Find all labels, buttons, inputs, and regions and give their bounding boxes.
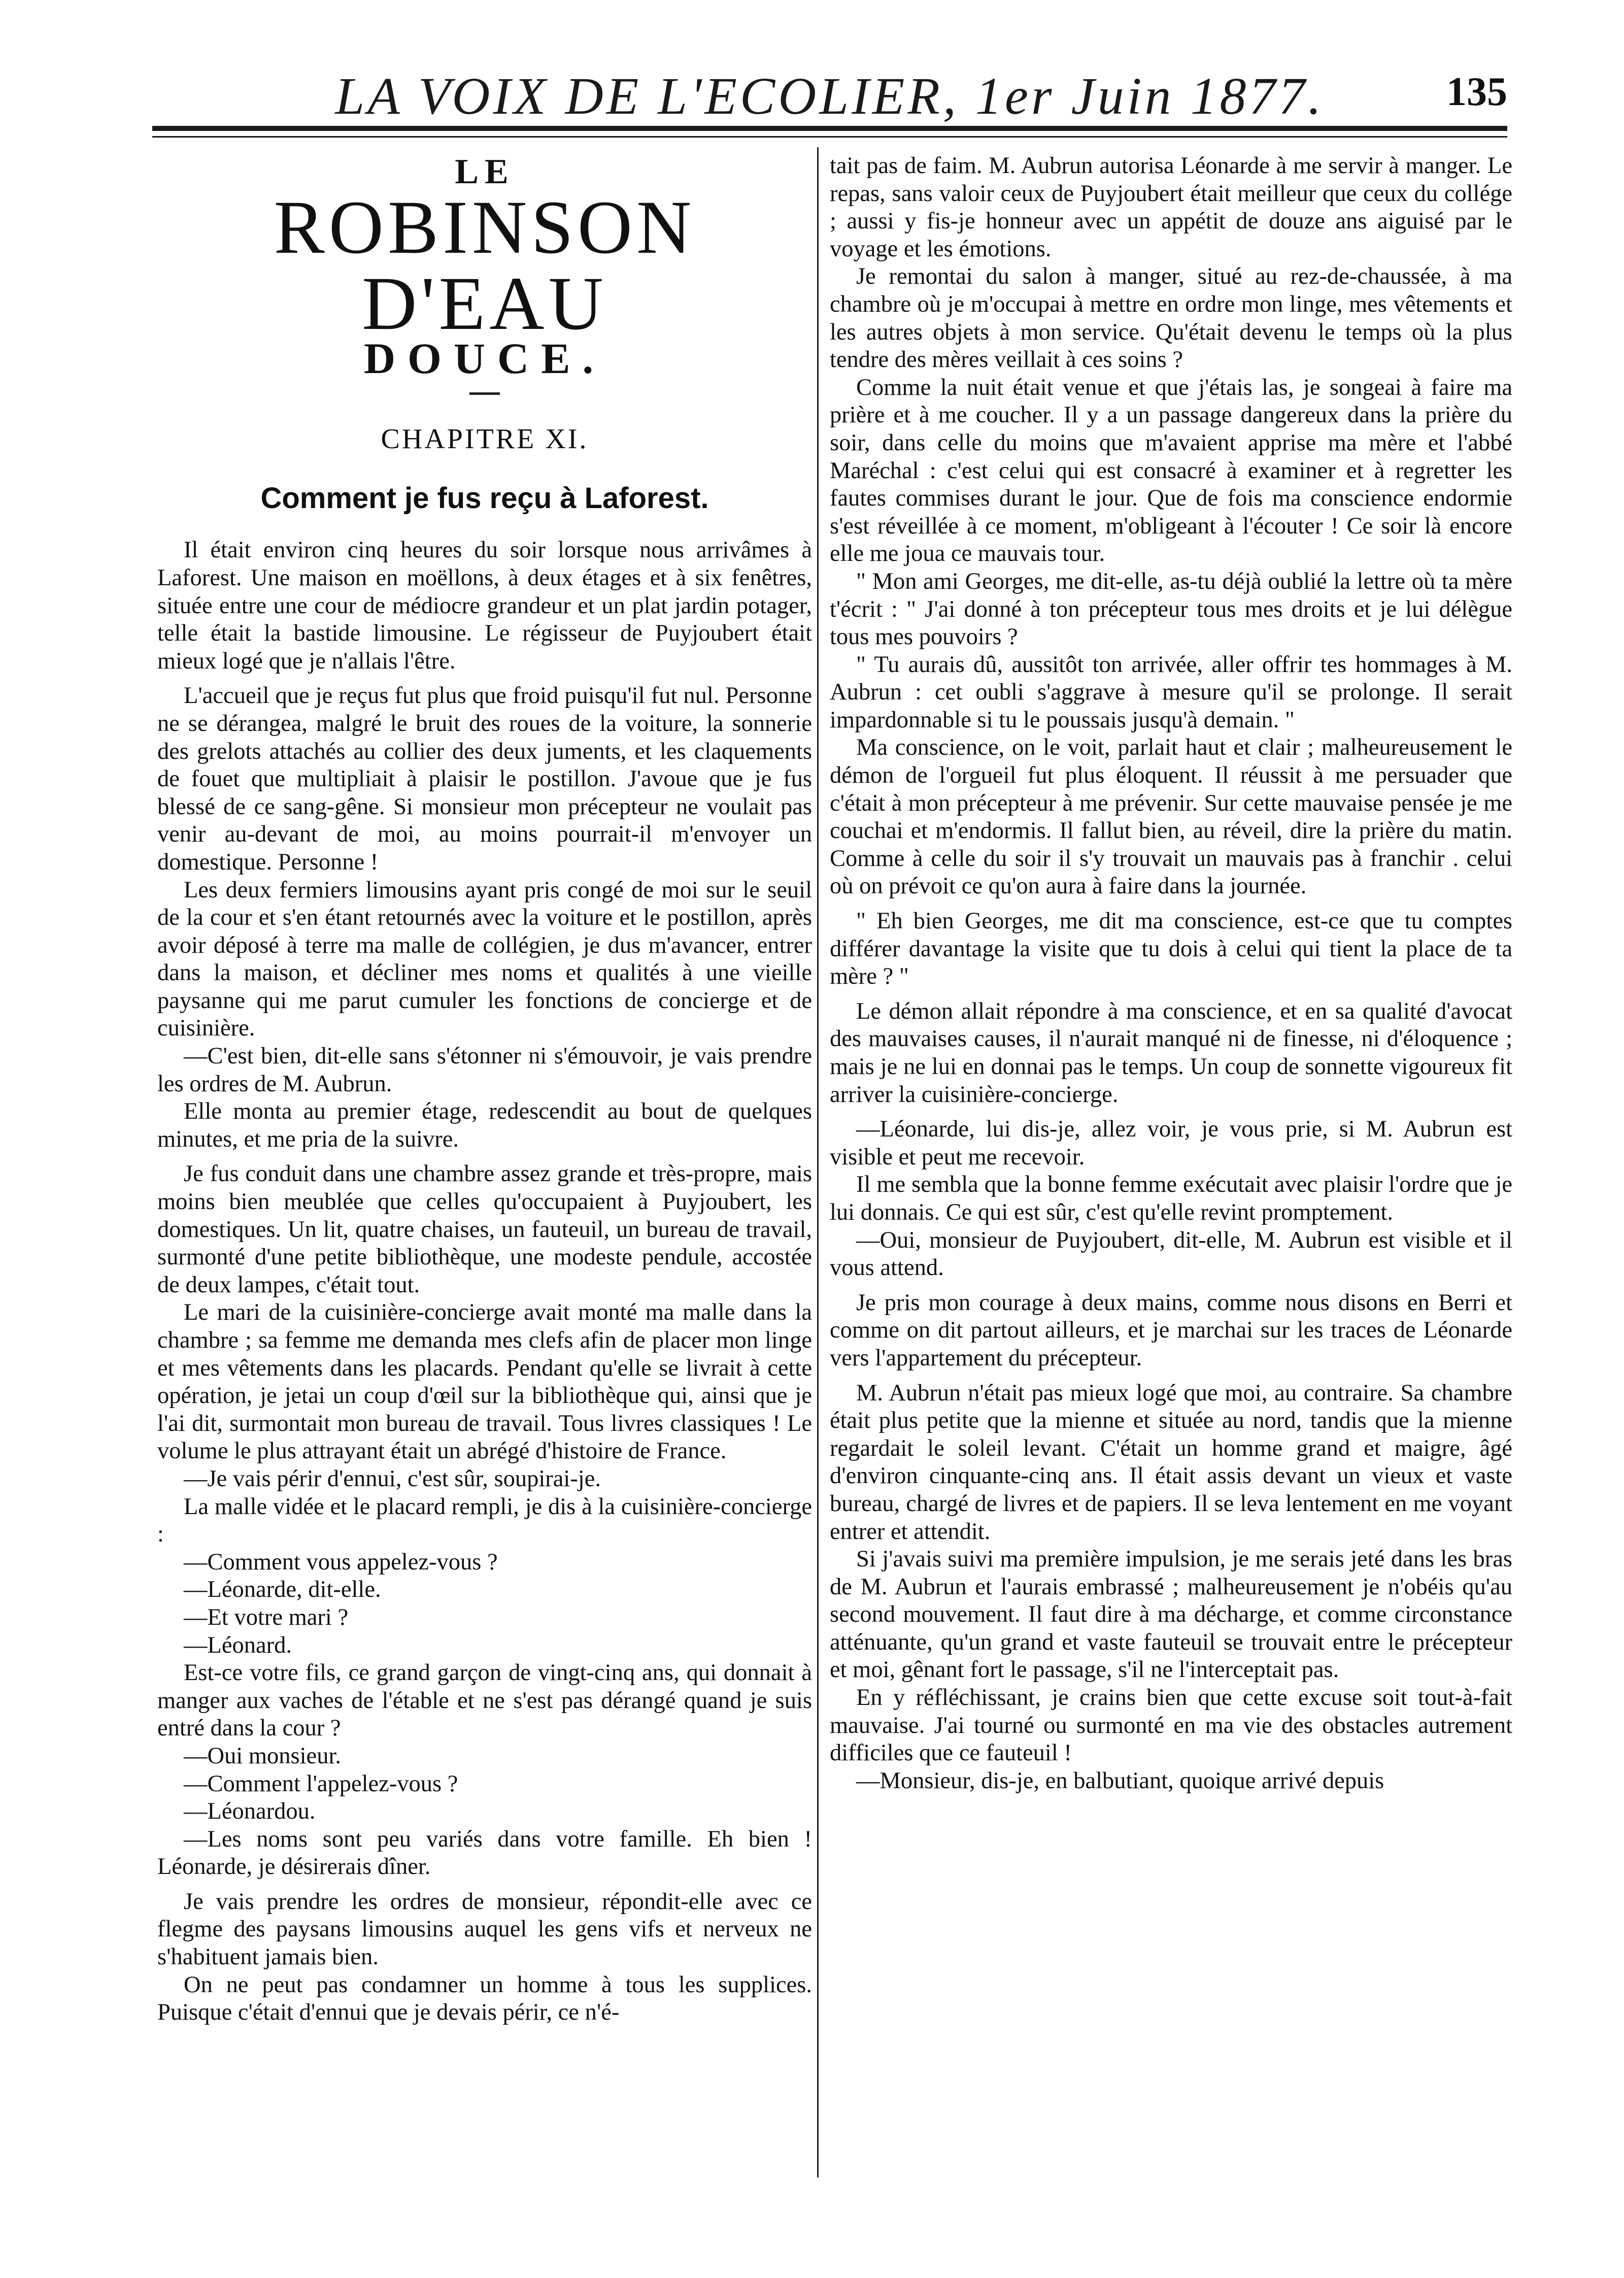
title-dash <box>469 392 500 395</box>
paragraph: Je pris mon courage à deux mains, comme nous disons en Berri et comme on dit partout ailleurs, et je marchai sur les traces de Léonarde vers l'appartement du précepteur. <box>830 1289 1512 1371</box>
paragraph: Il me sembla que la bonne femme exécutait avec plaisir l'ordre que je lui donnais. Ce qui est sûr, c'est qu'elle revint promptement. <box>830 1171 1512 1225</box>
paragraph: Si j'avais suivi ma première impulsion, je me serais jeté dans les bras de M. Aubrun et l'aurais embrassé ; malheureusement je n'obéis qu'au second mouvement. Il faut dire à ma décharge, et comme circonstance atténuante, qu'un grand et vaste fauteuil se trouvait entre le précepteur et moi, gênant fort le passage, s'il ne l'interceptait pas. <box>830 1546 1512 1683</box>
paragraph: Je fus conduit dans une chambre assez grande et très-propre, mais moins bien meublée que celles qu'occupaient à Puyjoubert, les domestiques. Un lit, quatre chaises, un fauteuil, un bureau de travail, surmonté d'une petite bibliothèque, une modeste pendule, accostée de deux lampes, c'était tout. <box>157 1161 812 1298</box>
paragraph: tait pas de faim. M. Aubrun autorisa Léonarde à me servir à manger. Le repas, sans valoir ceux de Puyjoubert était meilleur que ceux du collége ; aussi y fis-je honneur avec un appétit de douze ans aiguisé par le voyage et les émotions. <box>830 153 1512 262</box>
paragraph: Je vais prendre les ordres de monsieur, répondit-elle avec ce flegme des paysans limousins auquel les gens vifs et nerveux ne s'habituent jamais bien. <box>157 1888 812 1970</box>
chapter-heading: CHAPITRE XI. <box>381 423 589 455</box>
paragraph: On ne peut pas condamner un homme à tous les supplices. Puisque c'était d'ennui que je devais périr, ce n'é- <box>157 1971 812 2026</box>
paragraph: M. Aubrun n'était pas mieux logé que moi, au contraire. Sa chambre était plus petite que la mienne et située au nord, tandis que la mienne regardait le soleil levant. C'était un homme grand et maigre, âgé d'environ cinquante-cinq ans. Il était assis devant un vieux et vaste bureau, chargé de livres et de papiers. Il se leva lentement en me voyant entrer et attendit. <box>830 1380 1512 1545</box>
paragraph: —Monsieur, dis-je, en balbutiant, quoique arrivé depuis <box>856 1767 1384 1794</box>
title-bottom: DOUCE. <box>363 333 606 383</box>
page-number: 135 <box>1446 70 1507 114</box>
header-rule-thin <box>152 136 1507 138</box>
paragraph: —Et votre mari ? <box>184 1604 349 1630</box>
paragraph: —Les noms sont peu variés dans votre famille. Eh bien ! Léonarde, je désirerais dîner. <box>157 1826 812 1880</box>
paragraph: En y réfléchissant, je crains bien que cette excuse soit tout-à-fait mauvaise. J'ai tourné ou surmonté en ma vie des obstacles autrement difficiles que ce fauteuil ! <box>830 1685 1512 1766</box>
paragraph: Je remontai du salon à manger, situé au rez-de-chaussée, à ma chambre où je m'occupai à mettre en ordre mon linge, mes vêtements et les autres objets à mon service. Qu'était devenu le temps où la plus tendre des mères veillait à ces soins ? <box>830 263 1512 373</box>
paragraph: —Léonardou. <box>184 1798 316 1825</box>
running-title: LA VOIX DE L'ECOLIER, 1er Juin 1877. <box>335 67 1325 125</box>
paragraph: Le démon allait répondre à ma conscience, et en sa qualité d'avocat des mauvaises causes, il n'aurait manqué ni de finesse, ni d'éloquence ; mais je ne lui en donnai pas le temps. Un coup de sonnette vigoureux fit arriver la cuisinière-concierge. <box>830 998 1512 1108</box>
paragraph: Elle monta au premier étage, redescendit au bout de quelques minutes, et me pria de la suivre. <box>157 1098 812 1152</box>
paragraph: Le mari de la cuisinière-concierge avait monté ma malle dans la chambre ; sa femme me demanda mes clefs afin de placer mon linge et mes vêtements dans les placards. Pendant qu'elle se livrait à cette opération, je jetai un coup d'œil sur la bibliothèque qui, ainsi que je l'ai dit, surmontait mon bureau de travail. Tous livres classiques ! Le volume le plus attrayant était un abrégé d'histoire de France. <box>157 1299 812 1464</box>
paragraph: " Eh bien Georges, me dit ma conscience, est-ce que tu comptes différer davantage la visite que tu dois à celui qui tient la place de ta mère ? " <box>830 908 1512 990</box>
header-rule-thick <box>152 126 1507 131</box>
paragraph: " Mon ami Georges, me dit-elle, as-tu déjà oublié la lettre où ta mère t'écrit : " J'ai donné à ton précepteur tous mes droits et je lui délègue tous mes pouvoirs ? <box>830 568 1512 650</box>
paragraph: La malle vidée et le placard rempli, je dis à la cuisinière-concierge : <box>157 1493 812 1548</box>
right-column <box>830 152 1512 1795</box>
paragraph: Il était environ cinq heures du soir lorsque nous arrivâmes à Laforest. Une maison en moëllons, à deux étages et à six fenêtres, située entre une cour de médiocre grandeur et un plat jardin potager, telle était la bastide limousine. Le régisseur de Puyjoubert était mieux logé que je n'allais l'être. <box>157 537 812 674</box>
chapter-title: Comment je fus reçu à Laforest. <box>260 481 709 515</box>
paragraph: —Léonard. <box>184 1632 292 1658</box>
paragraph: —Léonarde, lui dis-je, allez voir, je vous prie, si M. Aubrun est visible et peut me recevoir. <box>830 1116 1512 1170</box>
paragraph: Est-ce votre fils, ce grand garçon de vingt-cinq ans, qui donnait à manger aux vaches de l'étable et ne s'est pas dérangé quand je suis entré dans la cour ? <box>157 1660 812 1741</box>
paragraph: —Comment l'appelez-vous ? <box>184 1770 458 1797</box>
title-main: ROBINSON D'EAU <box>274 185 696 346</box>
page-header <box>152 56 1507 127</box>
paragraph: —Léonarde, dit-elle. <box>184 1577 381 1603</box>
paragraph: Les deux fermiers limousins ayant pris congé de moi sur le seuil de la cour et s'en étant retournés avec la voiture et le postillon, après avoir déposé à terre ma malle de collégien, je dus m'avancer, entrer dans la maison, et décliner mes noms et qualités à une vieille paysanne qui me parut cumuler les fonctions de concierge et de cuisinière. <box>157 877 812 1042</box>
paragraph: " Tu aurais dû, aussitôt ton arrivée, aller offrir tes hommages à M. Aubrun : cet oubli s'aggrave à mesure qu'il se prolonge. Il serait impardonnable si tu le poussais jusqu'à demain. " <box>830 651 1512 733</box>
paragraph: Comme la nuit était venue et que j'étais las, je songeai à faire ma prière et à me coucher. Il y a un passage dangereux dans la prière du soir, dans celle du moins que m'avaient apprise ma mère et l'abbé Maréchal : c'est celui qui est consacré à examiner et à regretter les fautes commises durant le jour. Que de fois ma conscience endormie s'est réveillée à ce moment, m'obligeant à l'écouter ! Ce soir là encore elle me joua ce mauvais tour. <box>830 374 1512 567</box>
paragraph: Ma conscience, on le voit, parlait haut et clair ; malheureusement le démon de l'orgueil fut plus éloquent. Il réussit à me persuader que c'était à mon précepteur à me prévenir. Sur cette mauvaise pensée je me couchai et m'endormis. Il fallut bien, au réveil, dire la prière du matin. Comme à celle du soir il s'y trouvait un mauvais pas à franchir . celui où on prévoit ce qu'on aura à faire dans la journée. <box>830 734 1512 899</box>
paragraph: L'accueil que je reçus fut plus que froid puisqu'il fut nul. Personne ne se dérangea, malgré le bruit des roues de la voiture, la sonnerie des grelots attachés au collier des deux juments, et les claquements de fouet que multipliait à plaisir le postillon. J'avoue que je fus blessé de ce sang-gêne. Si monsieur mon précepteur ne voulait pas venir au-devant de moi, au moins pourrait-il m'envoyer un domestique. Personne ! <box>157 683 812 875</box>
title-top: LE <box>455 152 515 191</box>
paragraph: —Oui monsieur. <box>184 1743 341 1769</box>
paragraph: —Oui, monsieur de Puyjoubert, dit-elle, M. Aubrun est visible et il vous attend. <box>830 1227 1512 1281</box>
paragraph: —C'est bien, dit-elle sans s'étonner ni s'émouvoir, je vais prendre les ordres de M. Aubrun. <box>157 1043 812 1097</box>
paragraph: —Je vais périr d'ennui, c'est sûr, soupirai-je. <box>184 1465 601 1492</box>
column-divider <box>817 147 819 2178</box>
left-column <box>157 152 812 2027</box>
paragraph: —Comment vous appelez-vous ? <box>184 1549 498 1575</box>
